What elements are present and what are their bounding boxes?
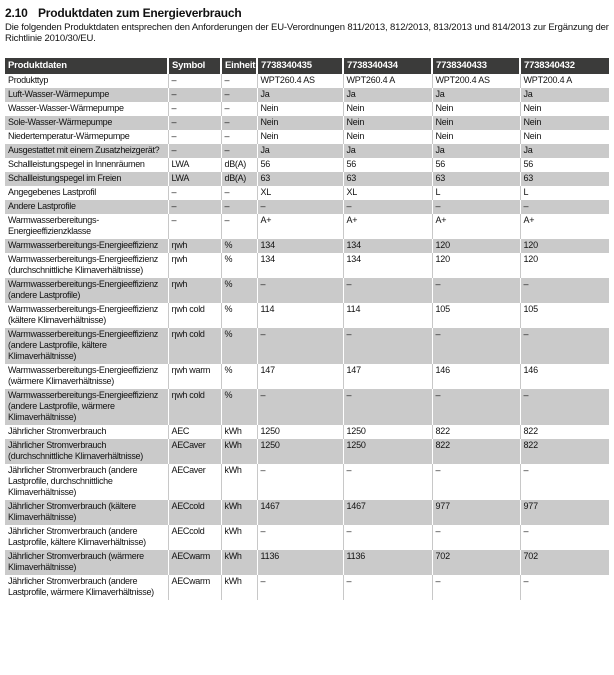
table-row	[5, 389, 609, 425]
value-cell: 56	[520, 158, 609, 172]
row-label-cell: Schallleistungspegel in Innenräumen	[5, 158, 168, 172]
header-cell: Symbol	[168, 58, 221, 74]
value-cell: –	[520, 389, 609, 425]
value-cell: 146	[520, 364, 609, 389]
value-cell: –	[520, 525, 609, 550]
unit-cell: dB(A)	[221, 172, 257, 186]
value-cell: Ja	[520, 144, 609, 158]
row-label-cell: Warmwasserbereitungs-Energieeffizienz	[5, 239, 168, 253]
value-cell: 147	[343, 364, 432, 389]
unit-cell: %	[221, 239, 257, 253]
value-cell: –	[520, 328, 609, 364]
symbol-cell: LWA	[168, 172, 221, 186]
row-label-cell: Schallleistungspegel im Freien	[5, 172, 168, 186]
value-cell: 56	[257, 158, 343, 172]
value-cell: Nein	[257, 102, 343, 116]
value-cell: 134	[257, 239, 343, 253]
value-cell: WPT200.4 A	[520, 74, 609, 88]
symbol-cell: –	[168, 144, 221, 158]
table-row	[5, 464, 609, 500]
row-label-cell: Warmwasserbereitungs-Energieeffizienz (andere Lastprofile, kältere Klimaverhältnisse)	[5, 328, 168, 364]
value-cell: WPT260.4 AS	[257, 74, 343, 88]
value-cell: Nein	[432, 130, 520, 144]
value-cell: Nein	[520, 116, 609, 130]
value-cell: 1136	[343, 550, 432, 575]
row-label-cell: Warmwasserbereitungs-Energieeffizienz (andere Lastprofile, wärmere Klimaverhältnisse)	[5, 389, 168, 425]
value-cell: Ja	[257, 144, 343, 158]
value-cell: 822	[432, 439, 520, 464]
value-cell: Ja	[343, 88, 432, 102]
symbol-cell: LWA	[168, 158, 221, 172]
value-cell: 977	[432, 500, 520, 525]
value-cell: 977	[520, 500, 609, 525]
value-cell: –	[432, 200, 520, 214]
table-row	[5, 88, 609, 102]
value-cell: 702	[520, 550, 609, 575]
table-row	[5, 200, 609, 214]
symbol-cell: AECaver	[168, 464, 221, 500]
symbol-cell: –	[168, 130, 221, 144]
value-cell: 1250	[343, 425, 432, 439]
value-cell: 1250	[257, 439, 343, 464]
row-label-cell: Warmwasserbereitungs-Energieeffizienz (kältere Klimaverhältnisse)	[5, 303, 168, 328]
unit-cell: %	[221, 303, 257, 328]
symbol-cell: ηwh cold	[168, 389, 221, 425]
symbol-cell: AECwarm	[168, 575, 221, 600]
value-cell: –	[257, 525, 343, 550]
value-cell: –	[432, 525, 520, 550]
value-cell: 105	[432, 303, 520, 328]
unit-cell: kWh	[221, 425, 257, 439]
value-cell: –	[432, 389, 520, 425]
value-cell: Nein	[432, 102, 520, 116]
table-row	[5, 328, 609, 364]
value-cell: Nein	[343, 116, 432, 130]
table-row	[5, 186, 609, 200]
table-header-row	[5, 58, 609, 74]
row-label-cell: Warmwasserbereitungs-Energieeffizienz (durchschnittliche Klimaverhältnisse)	[5, 253, 168, 278]
table-row	[5, 158, 609, 172]
table-row	[5, 303, 609, 328]
value-cell: Ja	[343, 144, 432, 158]
value-cell: –	[343, 525, 432, 550]
value-cell: 1467	[343, 500, 432, 525]
value-cell: Ja	[432, 88, 520, 102]
symbol-cell: –	[168, 88, 221, 102]
unit-cell: –	[221, 214, 257, 239]
symbol-cell: –	[168, 200, 221, 214]
value-cell: 1136	[257, 550, 343, 575]
row-label-cell: Angegebenes Lastprofil	[5, 186, 168, 200]
unit-cell: kWh	[221, 550, 257, 575]
row-label-cell: Jährlicher Stromverbrauch (andere Lastprofile, wärmere Klimaverhältnisse)	[5, 575, 168, 600]
table-row	[5, 172, 609, 186]
value-cell: Ja	[520, 88, 609, 102]
unit-cell: %	[221, 328, 257, 364]
unit-cell: –	[221, 102, 257, 116]
value-cell: Nein	[257, 116, 343, 130]
table-row	[5, 278, 609, 303]
value-cell: Ja	[432, 144, 520, 158]
value-cell: WPT260.4 A	[343, 74, 432, 88]
header-cell: 7738340433	[432, 58, 520, 74]
value-cell: 120	[432, 239, 520, 253]
symbol-cell: ηwh cold	[168, 303, 221, 328]
value-cell: 146	[432, 364, 520, 389]
row-label-cell: Warmwasserbereitungs-Energieeffizienz (wärmere Klimaverhältnisse)	[5, 364, 168, 389]
value-cell: Nein	[432, 116, 520, 130]
unit-cell: –	[221, 186, 257, 200]
value-cell: –	[432, 278, 520, 303]
value-cell: 147	[257, 364, 343, 389]
value-cell: A+	[343, 214, 432, 239]
table-row	[5, 550, 609, 575]
value-cell: –	[432, 328, 520, 364]
value-cell: 1467	[257, 500, 343, 525]
value-cell: XL	[257, 186, 343, 200]
value-cell: 120	[520, 239, 609, 253]
value-cell: 1250	[343, 439, 432, 464]
value-cell: 63	[432, 172, 520, 186]
header-cell: Produktdaten	[5, 58, 168, 74]
value-cell: –	[343, 328, 432, 364]
intro-text: Die folgenden Produktdaten entsprechen den Anforderungen der EU-Verordnungen 811/2013, 812/2013, 813/2013 und 814/2013 zur Ergänzung der Richtlinie 2010/30/EU.	[5, 22, 609, 44]
value-cell: –	[257, 464, 343, 500]
unit-cell: kWh	[221, 525, 257, 550]
value-cell: Nein	[343, 102, 432, 116]
symbol-cell: ηwh	[168, 239, 221, 253]
unit-cell: %	[221, 253, 257, 278]
value-cell: –	[257, 200, 343, 214]
symbol-cell: –	[168, 102, 221, 116]
value-cell: –	[432, 464, 520, 500]
value-cell: XL	[343, 186, 432, 200]
value-cell: –	[343, 389, 432, 425]
unit-cell: %	[221, 278, 257, 303]
unit-cell: kWh	[221, 439, 257, 464]
value-cell: 120	[520, 253, 609, 278]
value-cell: –	[520, 575, 609, 600]
value-cell: 56	[343, 158, 432, 172]
value-cell: –	[520, 464, 609, 500]
value-cell: 114	[343, 303, 432, 328]
value-cell: WPT200.4 AS	[432, 74, 520, 88]
value-cell: –	[343, 575, 432, 600]
value-cell: 63	[257, 172, 343, 186]
unit-cell: –	[221, 200, 257, 214]
table-row	[5, 525, 609, 550]
table-row	[5, 575, 609, 600]
row-label-cell: Jährlicher Stromverbrauch (kältere Klimaverhältnisse)	[5, 500, 168, 525]
section-heading	[5, 6, 609, 20]
header-cell: 7738340432	[520, 58, 609, 74]
row-label-cell: Produkttyp	[5, 74, 168, 88]
row-label-cell: Jährlicher Stromverbrauch	[5, 425, 168, 439]
value-cell: Nein	[520, 130, 609, 144]
product-data-table	[5, 58, 609, 600]
symbol-cell: –	[168, 116, 221, 130]
unit-cell: dB(A)	[221, 158, 257, 172]
value-cell: 63	[343, 172, 432, 186]
value-cell: A+	[257, 214, 343, 239]
table-row	[5, 74, 609, 88]
symbol-cell: AECaver	[168, 439, 221, 464]
value-cell: L	[432, 186, 520, 200]
symbol-cell: AECcold	[168, 525, 221, 550]
table-body	[5, 74, 609, 600]
row-label-cell: Warmwasserbereitungs-Energieeffizienzklasse	[5, 214, 168, 239]
symbol-cell: ηwh warm	[168, 364, 221, 389]
row-label-cell: Sole-Wasser-Wärmepumpe	[5, 116, 168, 130]
value-cell: –	[343, 464, 432, 500]
row-label-cell: Jährlicher Stromverbrauch (wärmere Klimaverhältnisse)	[5, 550, 168, 575]
section-title: Produktdaten zum Energieverbrauch	[38, 6, 242, 20]
value-cell: 120	[432, 253, 520, 278]
unit-cell: kWh	[221, 500, 257, 525]
unit-cell: %	[221, 364, 257, 389]
row-label-cell: Jährlicher Stromverbrauch (durchschnittliche Klimaverhältnisse)	[5, 439, 168, 464]
row-label-cell: Warmwasserbereitungs-Energieeffizienz (andere Lastprofile)	[5, 278, 168, 303]
table-row	[5, 425, 609, 439]
table-row	[5, 130, 609, 144]
table-row	[5, 500, 609, 525]
symbol-cell: –	[168, 186, 221, 200]
value-cell: Nein	[520, 102, 609, 116]
row-label-cell: Andere Lastprofile	[5, 200, 168, 214]
row-label-cell: Jährlicher Stromverbrauch (andere Lastprofile, durchschnittliche Klimaverhältnisse)	[5, 464, 168, 500]
value-cell: 822	[432, 425, 520, 439]
unit-cell: –	[221, 74, 257, 88]
unit-cell: kWh	[221, 464, 257, 500]
header-cell: 7738340435	[257, 58, 343, 74]
table-row	[5, 102, 609, 116]
value-cell: 134	[343, 253, 432, 278]
value-cell: Ja	[257, 88, 343, 102]
value-cell: –	[343, 278, 432, 303]
value-cell: 114	[257, 303, 343, 328]
symbol-cell: ηwh cold	[168, 328, 221, 364]
symbol-cell: AECcold	[168, 500, 221, 525]
table-row	[5, 214, 609, 239]
symbol-cell: ηwh	[168, 278, 221, 303]
unit-cell: –	[221, 144, 257, 158]
header-cell: 7738340434	[343, 58, 432, 74]
table-row	[5, 144, 609, 158]
value-cell: –	[257, 328, 343, 364]
value-cell: –	[520, 278, 609, 303]
value-cell: Nein	[257, 130, 343, 144]
symbol-cell: AECwarm	[168, 550, 221, 575]
unit-cell: kWh	[221, 575, 257, 600]
unit-cell: %	[221, 389, 257, 425]
row-label-cell: Wasser-Wasser-Wärmepumpe	[5, 102, 168, 116]
value-cell: –	[257, 575, 343, 600]
table-row	[5, 116, 609, 130]
table-row	[5, 253, 609, 278]
value-cell: 822	[520, 425, 609, 439]
value-cell: 702	[432, 550, 520, 575]
unit-cell: –	[221, 130, 257, 144]
value-cell: 1250	[257, 425, 343, 439]
row-label-cell: Ausgestattet mit einem Zusatzheizgerät?	[5, 144, 168, 158]
value-cell: –	[257, 278, 343, 303]
unit-cell: –	[221, 88, 257, 102]
value-cell: –	[432, 575, 520, 600]
value-cell: 63	[520, 172, 609, 186]
symbol-cell: –	[168, 214, 221, 239]
unit-cell: –	[221, 116, 257, 130]
value-cell: L	[520, 186, 609, 200]
value-cell: A+	[432, 214, 520, 239]
symbol-cell: –	[168, 74, 221, 88]
value-cell: A+	[520, 214, 609, 239]
section-number: 2.10	[5, 6, 28, 20]
symbol-cell: ηwh	[168, 253, 221, 278]
value-cell: 134	[257, 253, 343, 278]
value-cell: Nein	[343, 130, 432, 144]
row-label-cell: Niedertemperatur-Wärmepumpe	[5, 130, 168, 144]
header-cell: Einheit	[221, 58, 257, 74]
value-cell: 56	[432, 158, 520, 172]
value-cell: –	[343, 200, 432, 214]
value-cell: 822	[520, 439, 609, 464]
row-label-cell: Jährlicher Stromverbrauch (andere Lastprofile, kältere Klimaverhältnisse)	[5, 525, 168, 550]
table-row	[5, 439, 609, 464]
value-cell: 134	[343, 239, 432, 253]
symbol-cell: AEC	[168, 425, 221, 439]
value-cell: –	[520, 200, 609, 214]
value-cell: 105	[520, 303, 609, 328]
row-label-cell: Luft-Wasser-Wärmepumpe	[5, 88, 168, 102]
table-row	[5, 364, 609, 389]
value-cell: –	[257, 389, 343, 425]
table-row	[5, 239, 609, 253]
